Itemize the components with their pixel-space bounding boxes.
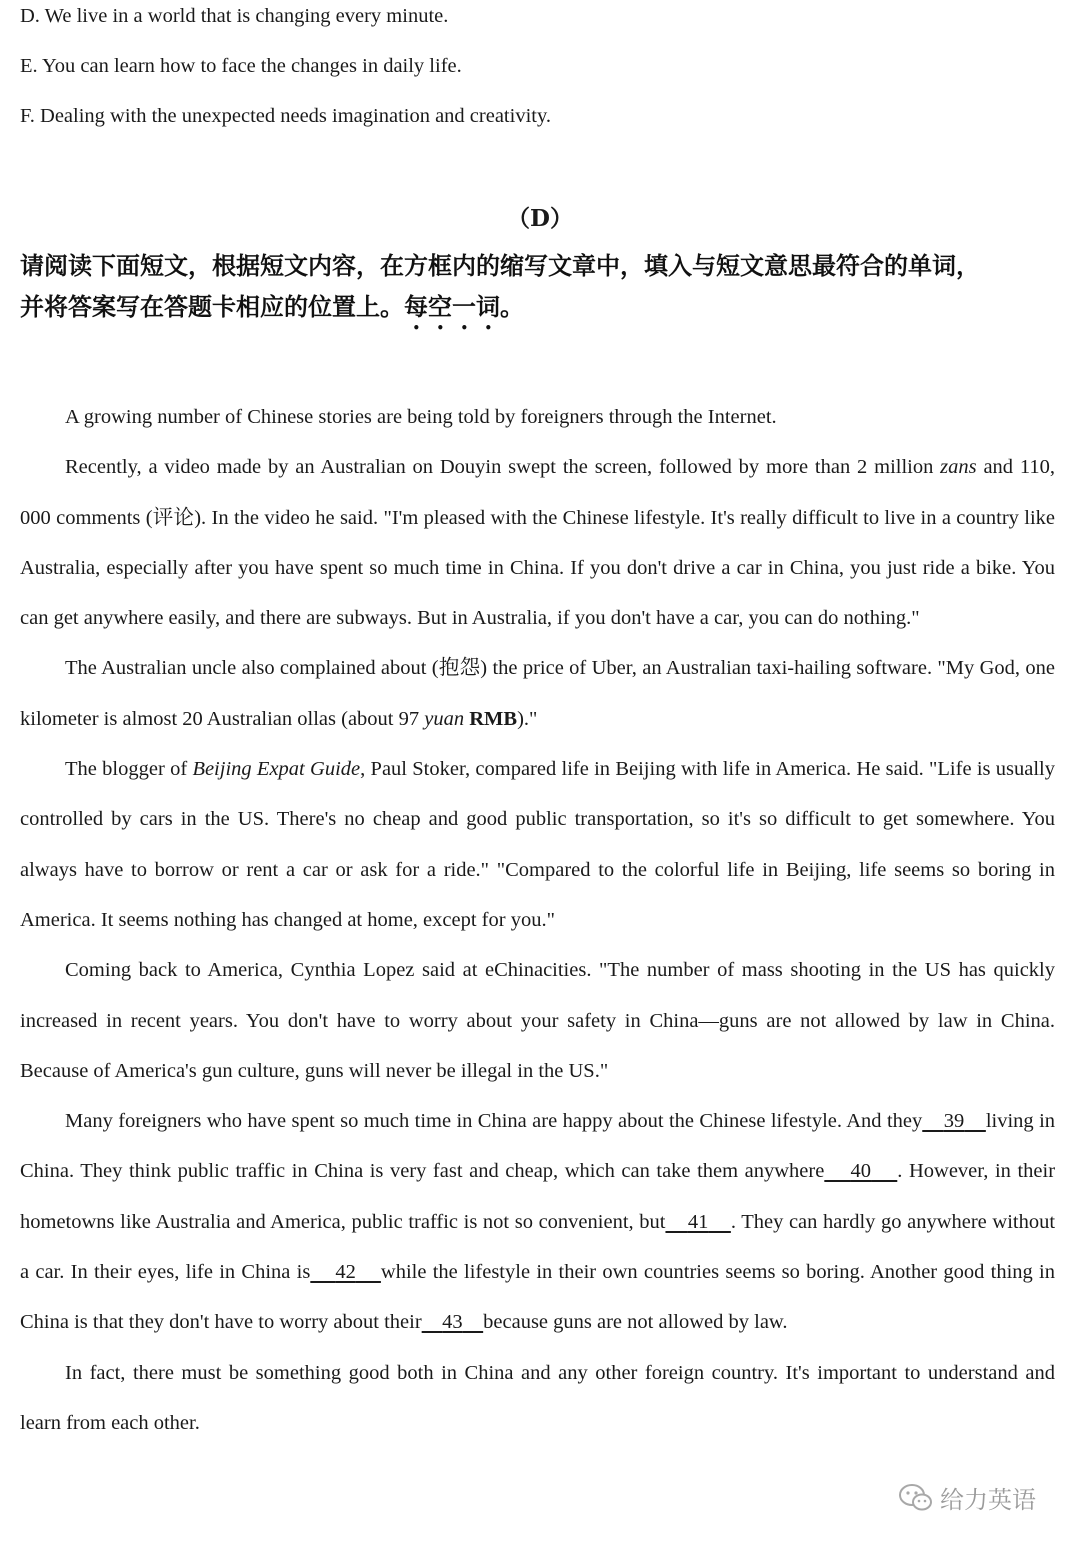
option-d: D. We live in a world that is changing every minute. [20,5,449,27]
option-e: E. You can learn how to face the changes in daily life. [20,55,462,77]
blank-39-number: 39 [943,1110,965,1133]
instruction-end: 。 [500,293,524,321]
wechat-icon [898,1483,934,1513]
blank-42 [310,1261,381,1283]
paragraph-6 [20,1096,1055,1347]
p6-text-f: because guns are not allowed by law. [483,1311,788,1334]
instruction-main: 并将答案写在答题卡相应的位置上。 [20,293,404,321]
zans-word: zans [940,456,977,479]
paragraph-3 [20,643,1055,744]
guide-title: Beijing Expat Guide [192,758,361,781]
watermark-text: 给力英语 [940,1486,1036,1514]
p6-text-a: Many foreigners who have spent so much time in China are happy about the Chinese lifestyle. And they [65,1110,923,1133]
section-title: （D） [507,205,573,232]
p3-text-a: The Australian uncle also complained about (抱怨) the price of Uber, an Australian taxi-hailing software. "My God, one kilometer is almost 20 Australian ollas (about 97 [20,657,1055,730]
instruction-emphasis: 每空一词 [404,293,500,321]
blank-41 [665,1211,730,1233]
blank-42-number: 42 [335,1261,356,1284]
p6-text-b: living in China. They think public traffic in China is very fast and cheap, which can take them anywhere [20,1110,1056,1183]
reading-passage [20,392,1055,1448]
p6-text-d: . They can hardly go anywhere without a car. In their eyes, life in China is [20,1210,1056,1284]
blank-43 [422,1311,484,1333]
blank-41-number: 41 [687,1210,709,1233]
paragraph-5: Coming back to America, Cynthia Lopez said at eChinacities. "The number of mass shooting in the US has quickly increased in recent years. You don't have to worry about your safety in China—guns are not allowed by law in China. Because of America's gun culture, guns will never be illegal in the US." [20,959,1055,1082]
p6-text-c: . However, in their hometowns like Australia and America, public traffic is not so convenient, but [20,1160,1056,1233]
p3-text-b: )." [517,707,538,730]
paragraph-2 [20,442,1055,643]
option-f: F. Dealing with the unexpected needs imagination and creativity. [20,105,552,127]
p4-text-b: , Paul Stoker, compared life in Beijing with life in America. He said. "Life is usually controlled by cars in the US. There's no cheap and good public transportation, so it's so difficult to get somewhere. You always have to borrow or rent a car or ask for a ride." "Compared to the colorful life in Beijing, life seems so boring in America. It seems nothing has changed at home, except for you." [20,758,1056,931]
instruction-line-1: 请阅读下面短文，根据短文内容，在方框内的缩写文章中，填入与短文意思最符合的单词， [20,252,980,280]
blank-43-number: 43 [442,1311,463,1334]
p2-text-a: Recently, a video made by an Australian on Douyin swept the screen, followed by more than 2 million [65,456,941,479]
p6-text-e: while the lifestyle in their own countries seems so boring. Another good thing in China is that they don't have to worry about their [20,1261,1055,1334]
paragraph-4 [20,744,1055,945]
blank-40-number: 40 [850,1160,872,1183]
paragraph-1: A growing number of Chinese stories are being told by foreigners through the Internet. [65,406,777,428]
p2-text-b: and 110, 000 comments (评论). In the video he said. "I'm pleased with the Chinese lifestyle. It's really difficult to live in a country like Australia, especially after you have spent so much time in China. If you don't drive a car in China, you just ride a bike. You can get anywhere easily, and there are subways. But in Australia, if you don't have a car, you can do nothing." [20,456,1055,630]
yuan-word: yuan [424,707,465,730]
instruction-line-2 [20,287,1065,335]
blank-39 [922,1110,986,1132]
rmb-word: RMB [469,707,518,730]
p4-text-a: The blogger of [65,758,193,781]
watermark [898,1480,1036,1515]
paragraph-7: In fact, there must be something good both in China and any other foreign country. It's important to understand and learn from each other. [20,1361,1055,1434]
blank-40 [824,1160,897,1182]
